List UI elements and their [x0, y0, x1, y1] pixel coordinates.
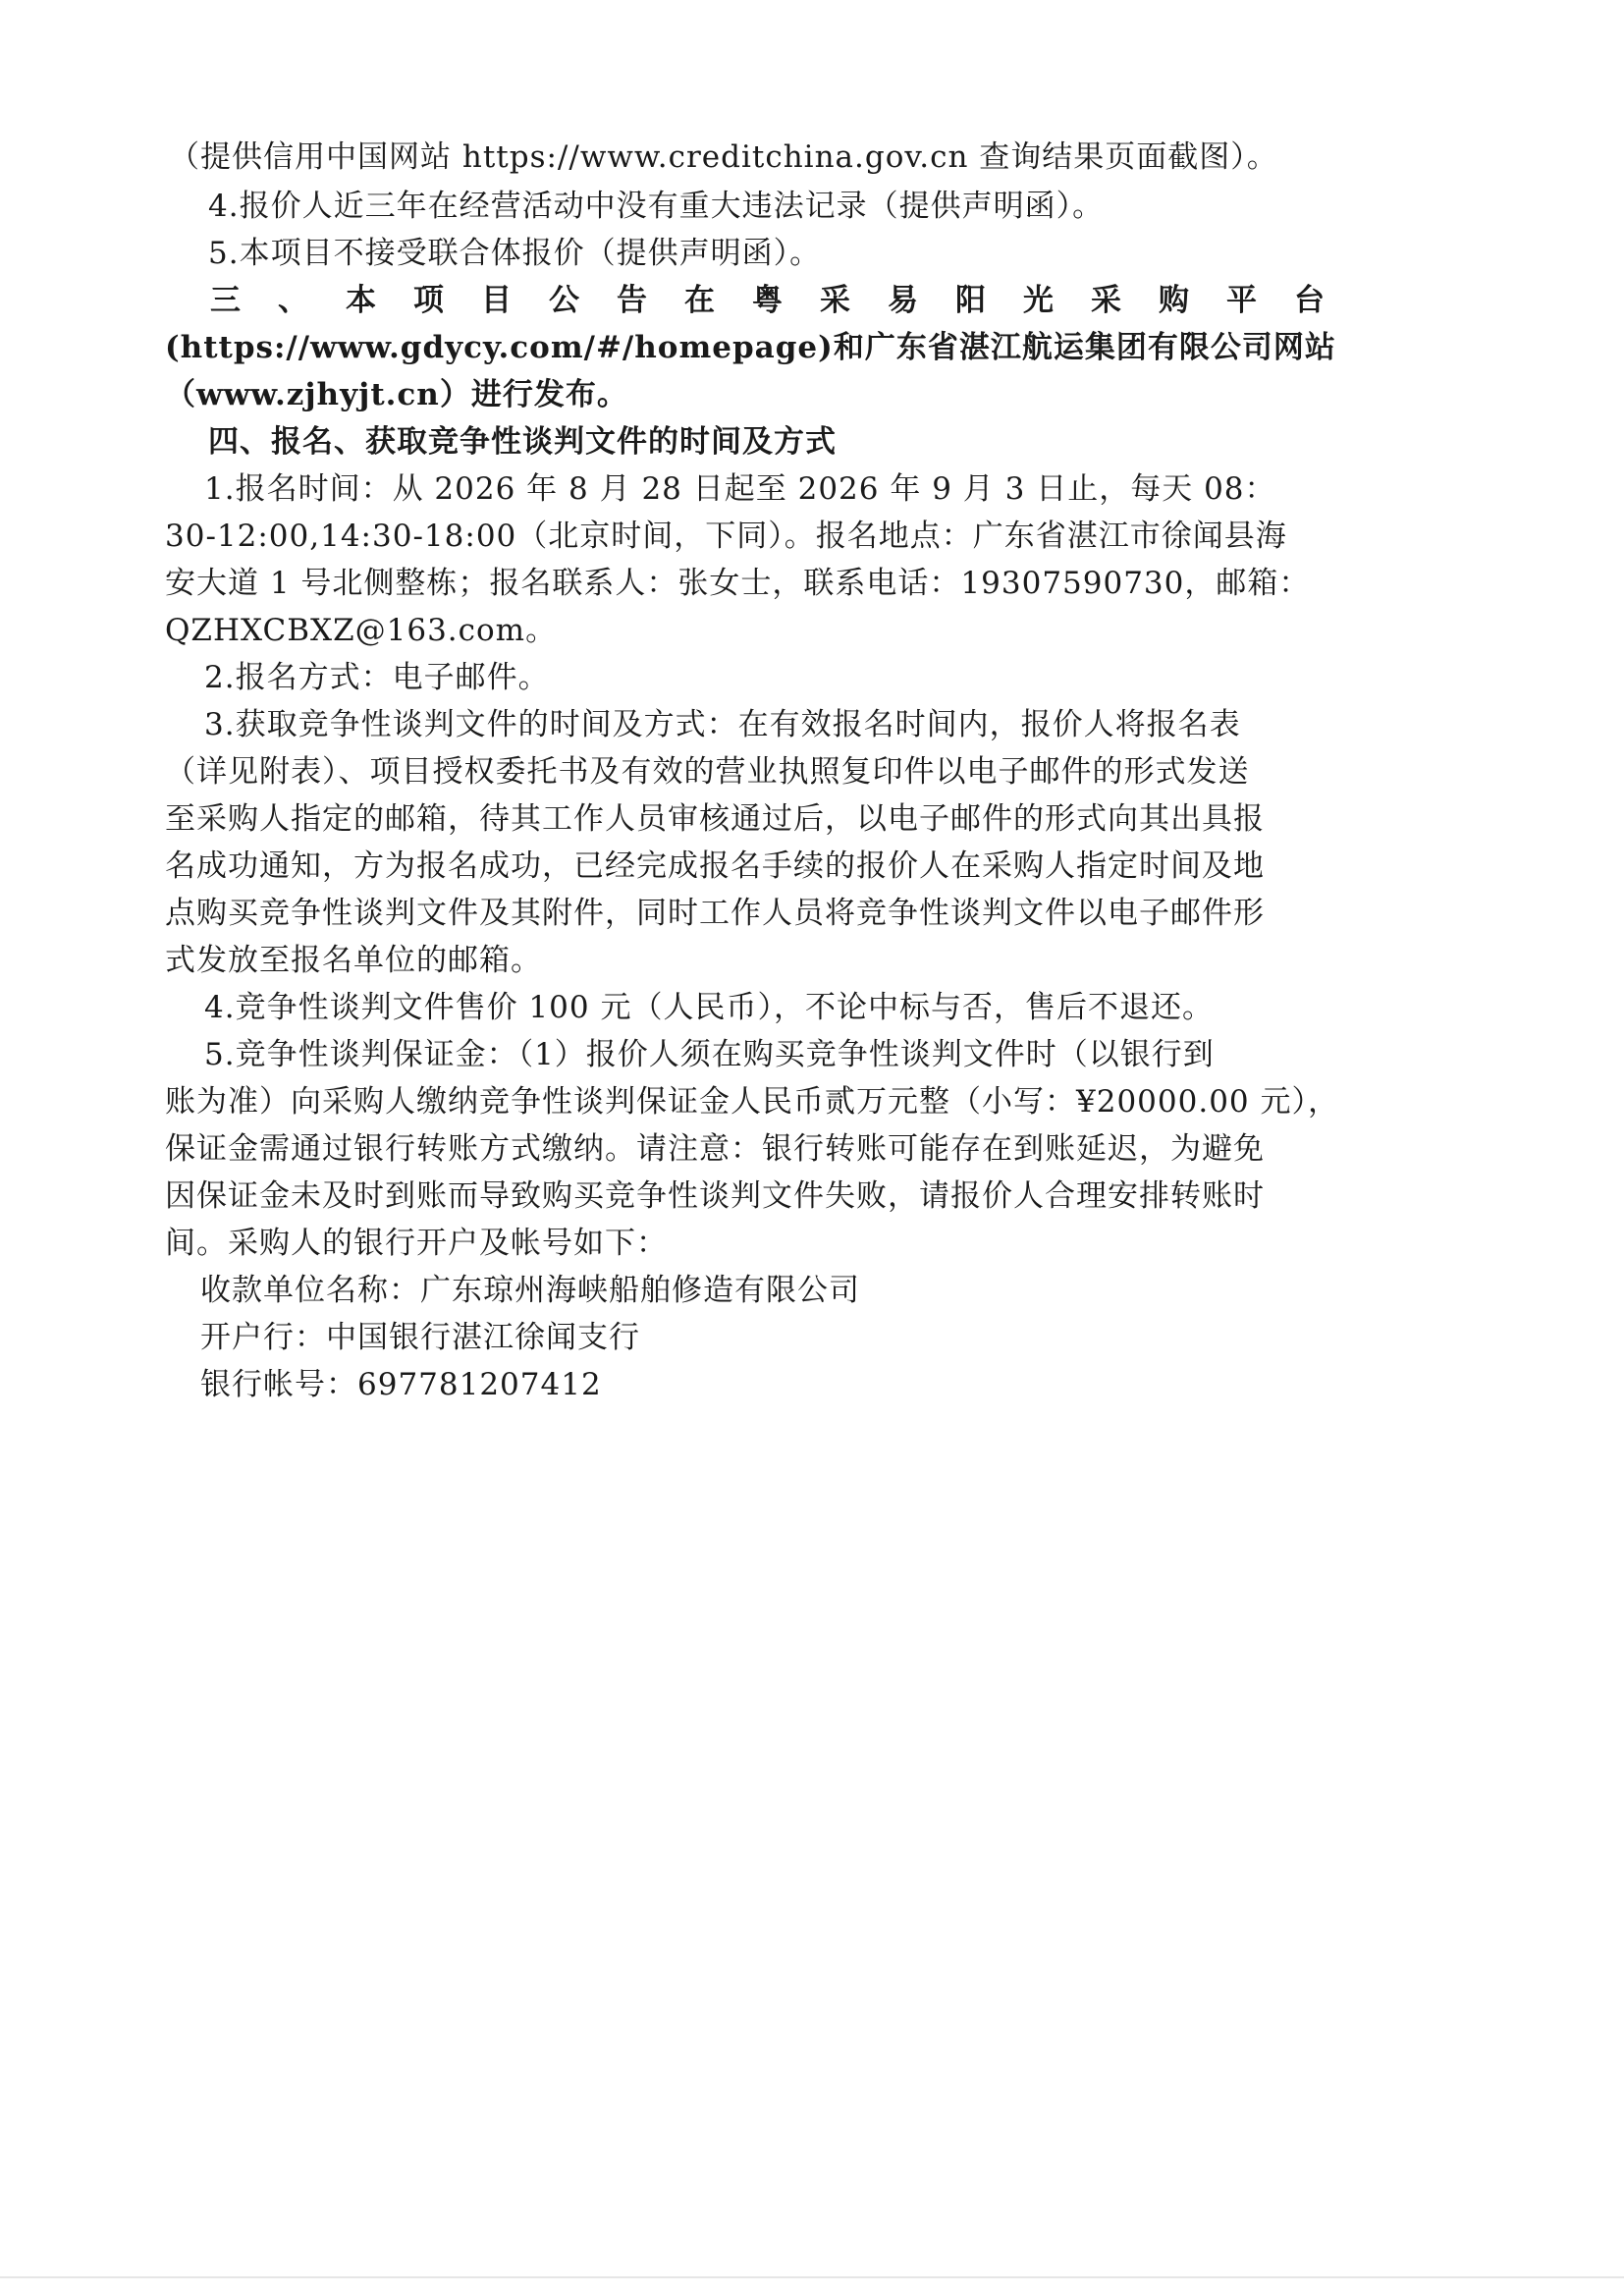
text-line-1: （提供信用中国网站 https://www.creditchina.gov.cn 查询结果页面截图）。 [169, 139, 1278, 175]
text-line-10: 安大道 1 号北侧整栋；报名联系人：张女士，联系电话：19307590730，邮箱： [165, 566, 1311, 601]
text-line-3: 5.本项目不接受联合体报价（提供声明函）。 [208, 236, 822, 271]
payee-name-line: 收款单位名称：广东琼州海峡船舶修造有限公司 [200, 1273, 860, 1308]
text-line-8: 1.报名时间：从 2026 年 8 月 28 日起至 2026 年 9 月 3 日止，每天 08： [204, 471, 1276, 507]
text-line-11: QZHXCBXZ@163.com。 [165, 613, 558, 648]
account-number-line: 银行帐号：697781207412 [200, 1367, 602, 1402]
text-line-18: 式发放至报名单位的邮箱。 [165, 943, 542, 978]
text-line-20: 5.竞争性谈判保证金：（1）报价人须在购买竞争性谈判文件时（以银行到 [204, 1037, 1215, 1072]
section-3-heading: 三、本项目公告在粤采易阳光采购平台 [210, 283, 1362, 318]
section-3-line-3: （www.zjhyjt.cn）进行发布。 [165, 377, 628, 412]
text-line-24: 间。采购人的银行开户及帐号如下： [165, 1226, 668, 1261]
section-4-heading: 四、报名、获取竞争性谈判文件的时间及方式 [208, 424, 837, 460]
text-line-22: 保证金需通过银行转账方式缴纳。请注意：银行转账可能存在到账延迟，为避免 [165, 1131, 1265, 1167]
bank-branch-line: 开户行：中国银行湛江徐闻支行 [200, 1320, 640, 1355]
text-line-23: 因保证金未及时到账而导致购买竞争性谈判文件失败，请报价人合理安排转账时 [165, 1178, 1265, 1214]
text-line-21: 账为准）向采购人缴纳竞争性谈判保证金人民币贰万元整（小写：¥20000.00 元）， [165, 1084, 1339, 1120]
page-bottom-edge [0, 2276, 1624, 2278]
text-line-12: 2.报名方式：电子邮件。 [204, 660, 550, 695]
section-3-line-2: (https://www.gdycy.com/#/homepage)和广东省湛江航运集团有限公司网站 [165, 330, 1336, 365]
text-line-13: 3.获取竞争性谈判文件的时间及方式：在有效报名时间内，报价人将报名表 [204, 707, 1241, 742]
text-line-2: 4.报价人近三年在经营活动中没有重大违法记录（提供声明函）。 [208, 189, 1105, 224]
text-line-19: 4.竞争性谈判文件售价 100 元（人民币），不论中标与否，售后不退还。 [204, 990, 1214, 1025]
text-line-14: （详见附表）、项目授权委托书及有效的营业执照复印件以电子邮件的形式发送 [165, 754, 1250, 790]
text-line-15: 至采购人指定的邮箱，待其工作人员审核通过后，以电子邮件的形式向其出具报 [165, 801, 1265, 837]
text-line-17: 点购买竞争性谈判文件及其附件，同时工作人员将竞争性谈判文件以电子邮件形 [165, 896, 1265, 931]
text-line-16: 名成功通知，方为报名成功，已经完成报名手续的报价人在采购人指定时间及地 [165, 848, 1265, 884]
text-line-9: 30-12:00,14:30-18:00（北京时间，下同）。报名地点：广东省湛江市徐闻县海 [165, 519, 1287, 554]
